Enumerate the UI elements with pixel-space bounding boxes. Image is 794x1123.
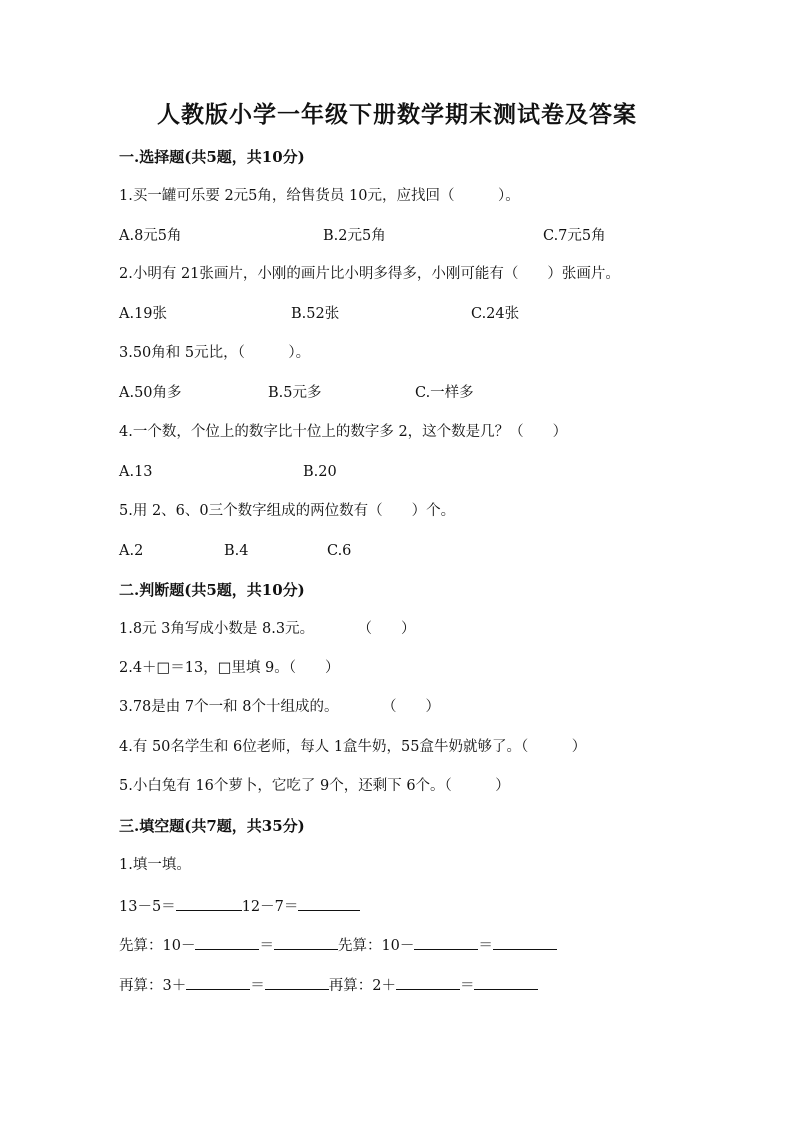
question-judge-5: 5.小白兔有 16个萝卜，它吃了 9个，还剩下 6个。（ ）: [119, 778, 510, 794]
fill-row-3-a: 再算：3＋: [119, 978, 187, 994]
fill-row-1: [119, 896, 360, 917]
question-judge-2: 2.4＋□＝13，□里填 9。（ ）: [119, 660, 340, 676]
fill-row-2-b: 先算：10－: [337, 938, 415, 954]
question-choice-2: 2.小明有 21张画片，小刚的画片比小明多得多，小刚可能有（ ）张画片。: [119, 266, 620, 282]
option-3b: B.5元多: [268, 385, 322, 401]
question-fill-1-title: 1.填一填。: [119, 857, 191, 873]
page-title: 人教版小学一年级下册数学期末测试卷及答案: [157, 101, 637, 128]
question-judge-4: 4.有 50名学生和 6位老师，每人 1盒牛奶，55盒牛奶就够了。（ ）: [119, 739, 587, 755]
option-2a: A.19张: [119, 306, 168, 322]
answer-blank[interactable]: [176, 896, 242, 911]
section-header-fill: 三.填空题(共7题，共35分): [119, 817, 305, 835]
answer-blank[interactable]: [414, 935, 478, 950]
answer-blank[interactable]: [265, 975, 329, 990]
fill-row-2: [119, 935, 557, 956]
equals-sign: ＝: [250, 978, 265, 994]
fill-row-1-a: 13－5＝: [119, 899, 176, 915]
option-4a: A.13: [119, 464, 153, 480]
option-1a: A.8元5角: [119, 228, 182, 244]
section-header-choice: 一.选择题(共5题，共10分): [119, 148, 305, 166]
answer-blank[interactable]: [493, 935, 557, 950]
answer-blank[interactable]: [274, 935, 338, 950]
option-5a: A.2: [119, 543, 144, 559]
question-choice-4: 4.一个数，个位上的数字比十位上的数字多 2，这个数是几？（ ）: [119, 424, 568, 440]
answer-blank[interactable]: [396, 975, 460, 990]
option-5b: B.4: [224, 543, 249, 559]
option-1b: B.2元5角: [323, 228, 386, 244]
option-3c: C.一样多: [415, 385, 474, 401]
fill-row-1-b: 12－7＝: [241, 899, 299, 915]
option-2c: C.24张: [471, 306, 520, 322]
option-2b: B.52张: [291, 306, 340, 322]
question-choice-5: 5.用 2、6、0三个数字组成的两位数有（ ）个。: [119, 503, 456, 519]
question-choice-3: 3.50角和 5元比，（ ）。: [119, 345, 311, 361]
answer-blank[interactable]: [298, 896, 360, 911]
answer-blank[interactable]: [474, 975, 538, 990]
option-3a: A.50角多: [119, 385, 182, 401]
fill-row-3-b: 再算：2＋: [328, 978, 396, 994]
answer-blank[interactable]: [186, 975, 250, 990]
fill-row-2-a: 先算：10－: [119, 938, 196, 954]
answer-blank[interactable]: [195, 935, 259, 950]
equals-sign: ＝: [259, 938, 274, 954]
question-judge-1: 1.8元 3角写成小数是 8.3元。 （ ）: [119, 621, 416, 637]
option-4b: B.20: [303, 464, 337, 480]
option-1c: C.7元5角: [543, 228, 606, 244]
option-5c: C.6: [327, 543, 352, 559]
equals-sign: ＝: [459, 978, 475, 994]
section-header-judge: 二.判断题(共5题，共10分): [119, 581, 305, 599]
fill-row-3: [119, 975, 538, 996]
question-choice-1: 1.买一罐可乐要 2元5角，给售货员 10元，应找回（ ）。: [119, 188, 520, 204]
question-judge-3: 3.78是由 7个一和 8个十组成的。 （ ）: [119, 699, 440, 715]
equals-sign: ＝: [478, 938, 493, 954]
